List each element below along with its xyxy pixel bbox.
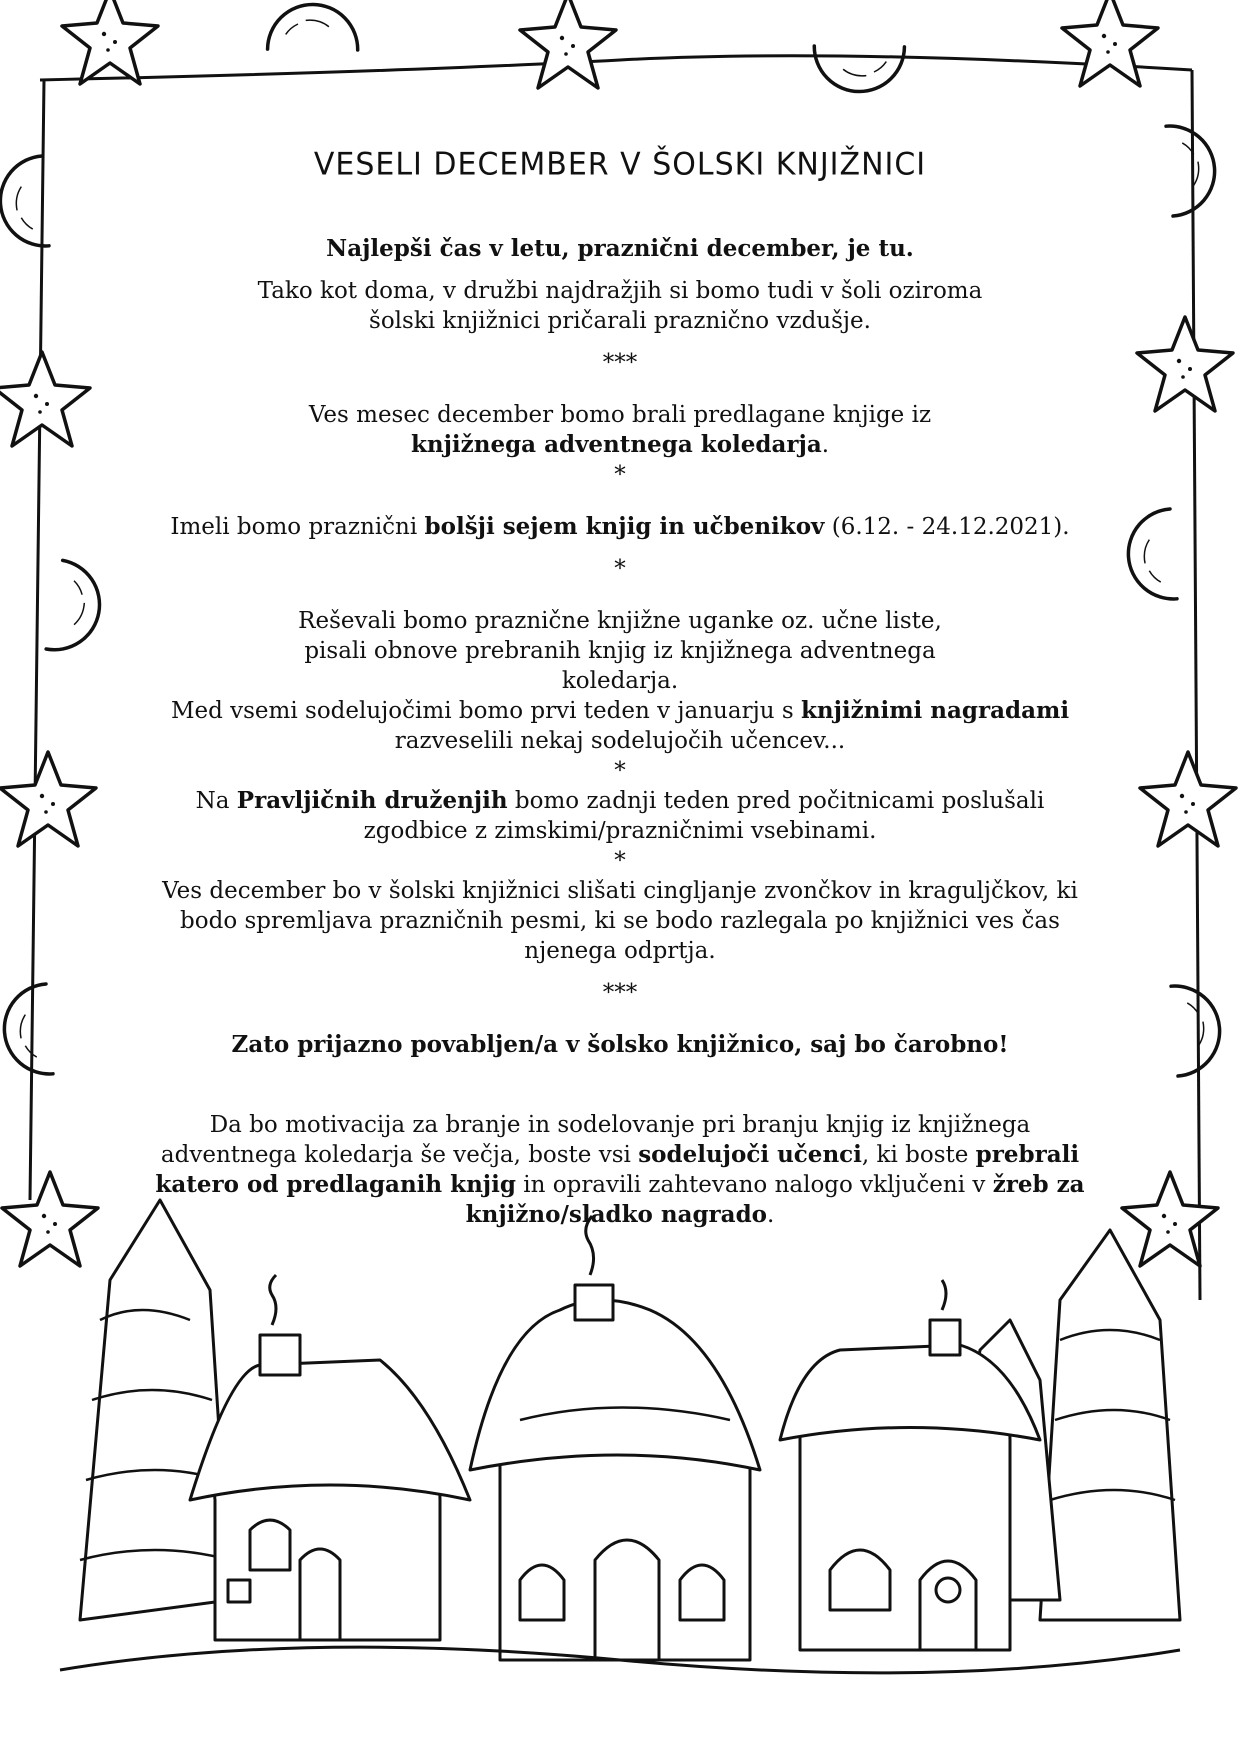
star-icon — [0, 752, 96, 846]
moon-icon — [265, 0, 368, 78]
moon-icon — [804, 18, 907, 104]
bells-paragraph: Ves december bo v šolski knjižnici slišati cingljanje zvončkov in kraguljčkov, ki bodo spremljava prazničnih pesmi, ki se bodo razlegala po knjižnici ves čas njenega odprtja. — [162, 878, 1078, 964]
star-icon — [520, 0, 616, 88]
storytelling-paragraph: Na Pravljičnih druženjih bomo zadnji teden pred počitnicami poslušali zgodbice z zimskimi/prazničnimi vsebinami. — [195, 787, 1045, 844]
separator: * — [614, 556, 626, 582]
house-icon — [470, 1216, 760, 1660]
star-icon — [2, 1172, 98, 1266]
announcement-text — [140, 146, 1100, 1230]
moon-icon — [1149, 984, 1230, 1084]
page-title: VESELI DECEMBER V ŠOLSKI KNJIŽNICI — [313, 146, 927, 183]
star-icon — [0, 352, 90, 446]
star-icon — [1137, 317, 1233, 411]
moon-icon — [20, 558, 116, 664]
book-fair-paragraph: Imeli bomo praznični bolšji sejem knjig in učbenikov (6.12. - 24.12.2021). — [170, 513, 1070, 540]
star-icon — [62, 0, 158, 84]
moon-icon — [0, 976, 75, 1076]
riddles-paragraph: Reševali bomo praznične knjižne uganke oz. učne liste, pisali obnove prebranih knjig iz knjižnega adventnega koledarja. Med vsemi sodelujočimi bomo prvi teden v januarju s knjižnimi nagradami razveselili nekaj sodelujočih učencev... — [170, 608, 1070, 754]
moon-icon — [1118, 501, 1199, 601]
moon-icon — [0, 148, 71, 248]
separator: *** — [602, 980, 638, 1006]
motivation-paragraph: Da bo motivacija za branje in sodelovanje pri branju knjig iz knjižnega adventnega koledarja še večja, boste vsi sodelujoči učenci, ki boste prebrali katero od predlaganih knjig in opravili zahtevano nalogo vključeni v žreb za knjižno/sladko nagrado. — [155, 1112, 1085, 1228]
advent-calendar-paragraph: Ves mesec december bomo brali predlagane knjige iz knjižnega adventnega koledarja. — [308, 402, 932, 458]
star-icon — [1062, 0, 1158, 86]
tree-icon — [80, 1200, 230, 1620]
tree-icon — [1040, 1230, 1180, 1620]
moon-icon — [1144, 124, 1225, 224]
star-icon — [1140, 752, 1236, 846]
intro-paragraph: Tako kot doma, v družbi najdražjih si bomo tudi v šoli oziroma šolski knjižnici pričarali praznično vzdušje. — [257, 278, 983, 334]
separator: *** — [602, 350, 638, 376]
house-icon — [190, 1275, 470, 1640]
invitation: Zato prijazno povabljen/a v šolsko knjižnico, saj bo čarobno! — [231, 1031, 1009, 1058]
separator: * — [614, 848, 626, 874]
intro-heading: Najlepši čas v letu, praznični december, je tu. — [326, 235, 914, 262]
separator: * — [614, 758, 626, 784]
separator: * — [614, 462, 626, 488]
village-illustration — [60, 1200, 1180, 1673]
star-icon — [1122, 1172, 1218, 1266]
